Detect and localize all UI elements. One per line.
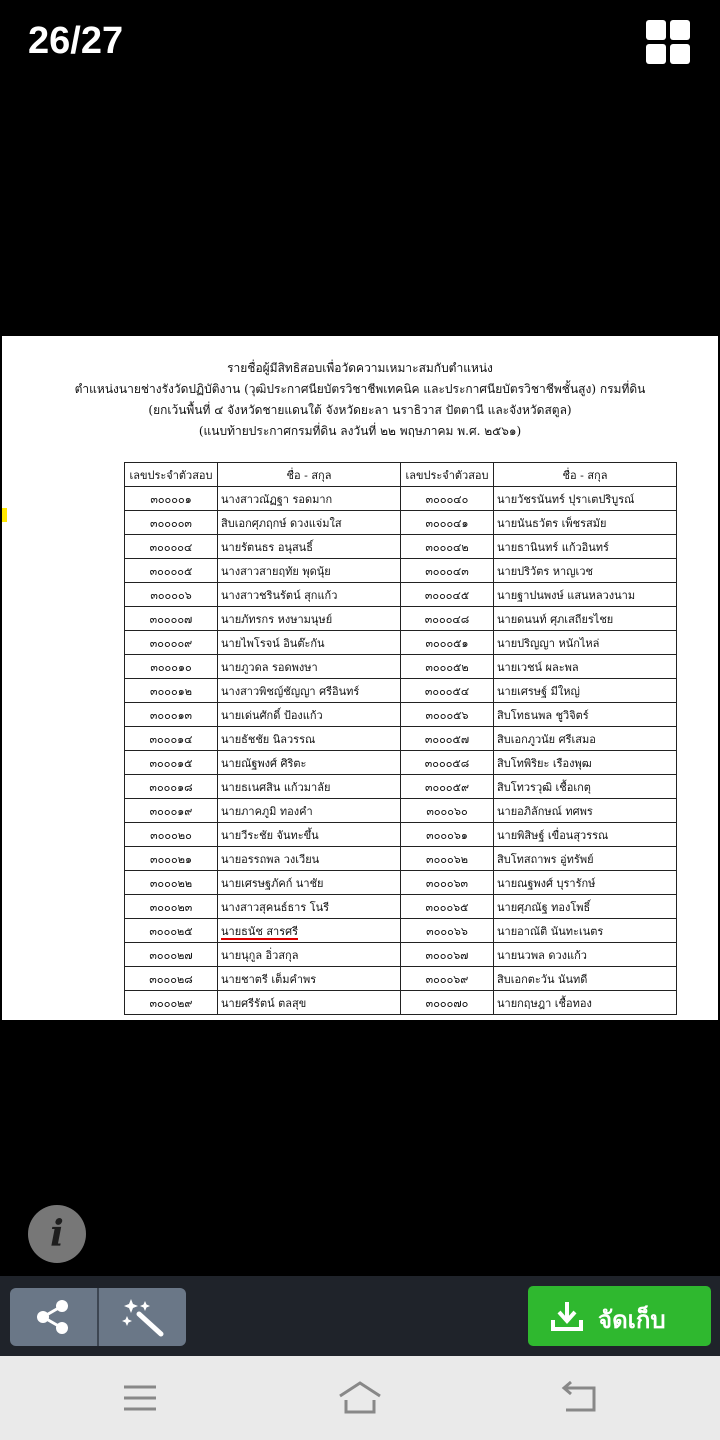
- exam-id-cell: ๓๐๐๐๑๒: [125, 679, 218, 703]
- exam-id-cell: ๓๐๐๐๖๒: [401, 847, 494, 871]
- share-icon: [10, 1288, 97, 1346]
- name-cell: นายฐาปนพงษ์ แสนหลวงนาม: [494, 583, 677, 607]
- exam-id-cell: ๓๐๐๐๐๖: [125, 583, 218, 607]
- name-cell: นายธัชชัย นิลวรรณ: [218, 727, 401, 751]
- name-cell: สิบเอกภูวนัย ศรีเสมอ: [494, 727, 677, 751]
- exam-id-cell: ๓๐๐๐๗๐: [401, 991, 494, 1015]
- heading-line: (ยกเว้นพื้นที่ ๔ จังหวัดชายแดนใต้ จังหวัดยะลา นราธิวาส ปัตตานี และจังหวัดสตูล): [148, 403, 572, 417]
- system-nav-bar: [0, 1356, 720, 1440]
- table-header-row: [125, 463, 677, 487]
- exam-id-cell: ๓๐๐๐๑๙: [125, 799, 218, 823]
- column-header: ชื่อ - สกุล: [218, 463, 401, 487]
- column-header: เลขประจำตัวสอบ: [401, 463, 494, 487]
- name-cell: นางสาวณัฏฐา รอดมาก: [218, 487, 401, 511]
- underlined-name: นายธนัช สารศรี: [221, 924, 299, 938]
- table-row: [125, 967, 677, 991]
- exam-id-cell: ๓๐๐๐๖๐: [401, 799, 494, 823]
- exam-id-cell: ๓๐๐๐๕๒: [401, 655, 494, 679]
- exam-id-cell: ๓๐๐๐๔๘: [401, 607, 494, 631]
- table-row: [125, 847, 677, 871]
- name-cell: สิบโทธนพล ชูวิจิตร์: [494, 703, 677, 727]
- exam-id-cell: ๓๐๐๐๖๕: [401, 895, 494, 919]
- table-row: [125, 823, 677, 847]
- exam-id-cell: ๓๐๐๐๒๙: [125, 991, 218, 1015]
- name-cell: สิบโทวรวุฒิ เชื้อเกตุ: [494, 775, 677, 799]
- menu-button[interactable]: [120, 1378, 160, 1418]
- exam-id-cell: ๓๐๐๐๒๗: [125, 943, 218, 967]
- exam-id-cell: ๓๐๐๐๒๑: [125, 847, 218, 871]
- table-row: [125, 655, 677, 679]
- name-cell: [218, 919, 401, 943]
- save-button[interactable]: [528, 1286, 711, 1346]
- table-row: [125, 703, 677, 727]
- info-icon[interactable]: i: [28, 1205, 86, 1263]
- name-cell: นายภัทรกร หงษามนุษย์: [218, 607, 401, 631]
- exam-id-cell: ๓๐๐๐๐๗: [125, 607, 218, 631]
- name-cell: นายวีระชัย จันทะขึ้น: [218, 823, 401, 847]
- table-row: [125, 991, 677, 1015]
- name-cell: นายนันธวัตร เพ็ชรสมัย: [494, 511, 677, 535]
- name-cell: นายศุภณัฐ ทองโพธิ์: [494, 895, 677, 919]
- name-cell: นายปริญญา หนักไหล่: [494, 631, 677, 655]
- name-cell: นายรัตนธร อนุสนธิ์: [218, 535, 401, 559]
- table-row: [125, 799, 677, 823]
- table-row: [125, 511, 677, 535]
- document-image[interactable]: [2, 336, 718, 1020]
- exam-id-cell: ๓๐๐๐๐๑: [125, 487, 218, 511]
- magic-wand-button[interactable]: [99, 1288, 186, 1346]
- name-cell: สิบเอกตะวัน นันทดี: [494, 967, 677, 991]
- name-cell: นายนวพล ดวงแก้ว: [494, 943, 677, 967]
- share-button[interactable]: [10, 1288, 97, 1346]
- back-icon: [560, 1378, 600, 1418]
- magic-wand-icon: [99, 1288, 186, 1346]
- exam-id-cell: ๓๐๐๐๑๓: [125, 703, 218, 727]
- name-cell: นางสาวพิชญ์ชัญญา ศรีอินทร์: [218, 679, 401, 703]
- name-cell: นางสาวสายฤทัย พุดนุ้ย: [218, 559, 401, 583]
- name-cell: นายกฤษฎา เชื้อทอง: [494, 991, 677, 1015]
- exam-id-cell: ๓๐๐๐๐๓: [125, 511, 218, 535]
- name-cell: นายพิสิษฐ์ เขื่อนสุวรรณ: [494, 823, 677, 847]
- table-row: [125, 751, 677, 775]
- grid-icon: [646, 20, 666, 40]
- name-cell: นางสาวชรินรัตน์ สุกแก้ว: [218, 583, 401, 607]
- table-row: [125, 535, 677, 559]
- heading-line: (แนบท้ายประกาศกรมที่ดิน ลงวันที่ ๒๒ พฤษภาคม พ.ศ. ๒๕๖๑): [198, 424, 522, 438]
- table-row: [125, 583, 677, 607]
- bottom-toolbar: [0, 1276, 720, 1356]
- exam-id-cell: ๓๐๐๐๑๔: [125, 727, 218, 751]
- name-cell: นายธานินทร์ แก้วอินทร์: [494, 535, 677, 559]
- page-counter: 26/27: [28, 20, 124, 62]
- column-header: เลขประจำตัวสอบ: [125, 463, 218, 487]
- exam-id-cell: ๓๐๐๐๖๓: [401, 871, 494, 895]
- name-cell: นายวัชรนันทร์ ปุราเตปริบูรณ์: [494, 487, 677, 511]
- grid-icon: [670, 20, 690, 40]
- exam-id-cell: ๓๐๐๐๔๒: [401, 535, 494, 559]
- name-cell: นายนุกูล อิ่วสกุล: [218, 943, 401, 967]
- name-cell: นายชาตรี เต็มคำพร: [218, 967, 401, 991]
- back-button[interactable]: [560, 1378, 600, 1418]
- exam-id-cell: ๓๐๐๐๐๙: [125, 631, 218, 655]
- name-cell: นายเศรษฐ์ มีใหญ่: [494, 679, 677, 703]
- exam-id-cell: ๓๐๐๐๔๓: [401, 559, 494, 583]
- exam-id-cell: ๓๐๐๐๖๑: [401, 823, 494, 847]
- exam-id-cell: ๓๐๐๐๒๓: [125, 895, 218, 919]
- grid-view-button[interactable]: [646, 20, 690, 64]
- exam-id-cell: ๓๐๐๐๒๒: [125, 871, 218, 895]
- name-cell: นายดนนท์ ศุภเสถียรไชย: [494, 607, 677, 631]
- table-row: [125, 895, 677, 919]
- name-cell: นายศรีรัตน์ ตลสุข: [218, 991, 401, 1015]
- highlight-marker: [2, 508, 7, 522]
- exam-id-cell: ๓๐๐๐๕๑: [401, 631, 494, 655]
- exam-id-cell: ๓๐๐๐๖๖: [401, 919, 494, 943]
- column-header: ชื่อ - สกุล: [494, 463, 677, 487]
- heading-line: ตำแหน่งนายช่างรังวัดปฏิบัติงาน (วุฒิประกาศนียบัตรวิชาชีพเทคนิค และประกาศนียบัตรวิชาชีพชั้นสูง) กรมที่ดิน: [74, 382, 646, 396]
- table-row: [125, 679, 677, 703]
- document-heading: [2, 358, 718, 442]
- name-cell: นายภูวดล รอดพงษา: [218, 655, 401, 679]
- table-row: [125, 727, 677, 751]
- home-icon: [336, 1378, 384, 1418]
- name-cell: นายปริวัตร หาญเวช: [494, 559, 677, 583]
- exam-id-cell: ๓๐๐๐๒๐: [125, 823, 218, 847]
- grid-icon: [646, 44, 666, 64]
- name-cell: นายอาณัติ นันทะเนตร: [494, 919, 677, 943]
- name-cell: นายเด่นศักดิ์ ป้องแก้ว: [218, 703, 401, 727]
- exam-id-cell: ๓๐๐๐๔๐: [401, 487, 494, 511]
- name-cell: นายธเนศสิน แก้วมาลัย: [218, 775, 401, 799]
- name-cell: นายณัฐพงศ์ ศิริตะ: [218, 751, 401, 775]
- exam-id-cell: ๓๐๐๐๑๐: [125, 655, 218, 679]
- exam-id-cell: ๓๐๐๐๕๘: [401, 751, 494, 775]
- table-row: [125, 559, 677, 583]
- home-button[interactable]: [336, 1378, 384, 1418]
- name-cell: นายอรรถพล วงเวียน: [218, 847, 401, 871]
- table-row: [125, 919, 677, 943]
- name-cell: นายภาคภูมิ ทองคำ: [218, 799, 401, 823]
- exam-id-cell: ๓๐๐๐๕๖: [401, 703, 494, 727]
- name-cell: สิบโทสถาพร อู่ทรัพย์: [494, 847, 677, 871]
- name-cell: สิบโทพิริยะ เรืองพุฒ: [494, 751, 677, 775]
- table-row: [125, 487, 677, 511]
- exam-id-cell: ๓๐๐๐๑๕: [125, 751, 218, 775]
- menu-icon: [120, 1378, 160, 1418]
- tool-group: [10, 1288, 186, 1346]
- exam-id-cell: ๓๐๐๐๕๔: [401, 679, 494, 703]
- name-cell: นายอภิลักษณ์ ทศพร: [494, 799, 677, 823]
- grid-icon: [670, 44, 690, 64]
- name-cell: นายไพโรจน์ อินต๊ะกัน: [218, 631, 401, 655]
- table-row: [125, 871, 677, 895]
- exam-id-cell: ๓๐๐๐๒๕: [125, 919, 218, 943]
- candidate-table: [124, 462, 677, 1015]
- table-row: [125, 631, 677, 655]
- exam-id-cell: ๓๐๐๐๖๙: [401, 967, 494, 991]
- save-label: จัดเก็บ: [598, 1306, 666, 1334]
- exam-id-cell: ๓๐๐๐๔๕: [401, 583, 494, 607]
- table-row: [125, 775, 677, 799]
- exam-id-cell: ๓๐๐๐๐๕: [125, 559, 218, 583]
- table-row: [125, 607, 677, 631]
- name-cell: นายณฐพงศ์ บุรารักษ์: [494, 871, 677, 895]
- exam-id-cell: ๓๐๐๐๔๑: [401, 511, 494, 535]
- exam-id-cell: ๓๐๐๐๕๗: [401, 727, 494, 751]
- exam-id-cell: ๓๐๐๐๐๔: [125, 535, 218, 559]
- exam-id-cell: ๓๐๐๐๖๗: [401, 943, 494, 967]
- exam-id-cell: ๓๐๐๐๑๘: [125, 775, 218, 799]
- exam-id-cell: ๓๐๐๐๒๘: [125, 967, 218, 991]
- table-row: [125, 943, 677, 967]
- exam-id-cell: ๓๐๐๐๕๙: [401, 775, 494, 799]
- name-cell: สิบเอกศุภฤกษ์ ดวงแจ่มใส: [218, 511, 401, 535]
- heading-line: รายชื่อผู้มีสิทธิสอบเพื่อวัดความเหมาะสมกับตำแหน่ง: [227, 361, 493, 375]
- download-icon: [550, 1300, 584, 1332]
- name-cell: นายเศรษฐภัคก์ นาชัย: [218, 871, 401, 895]
- name-cell: นายเวชน์ ผละพล: [494, 655, 677, 679]
- name-cell: นางสาวสุคนธ์ธาร โนรี: [218, 895, 401, 919]
